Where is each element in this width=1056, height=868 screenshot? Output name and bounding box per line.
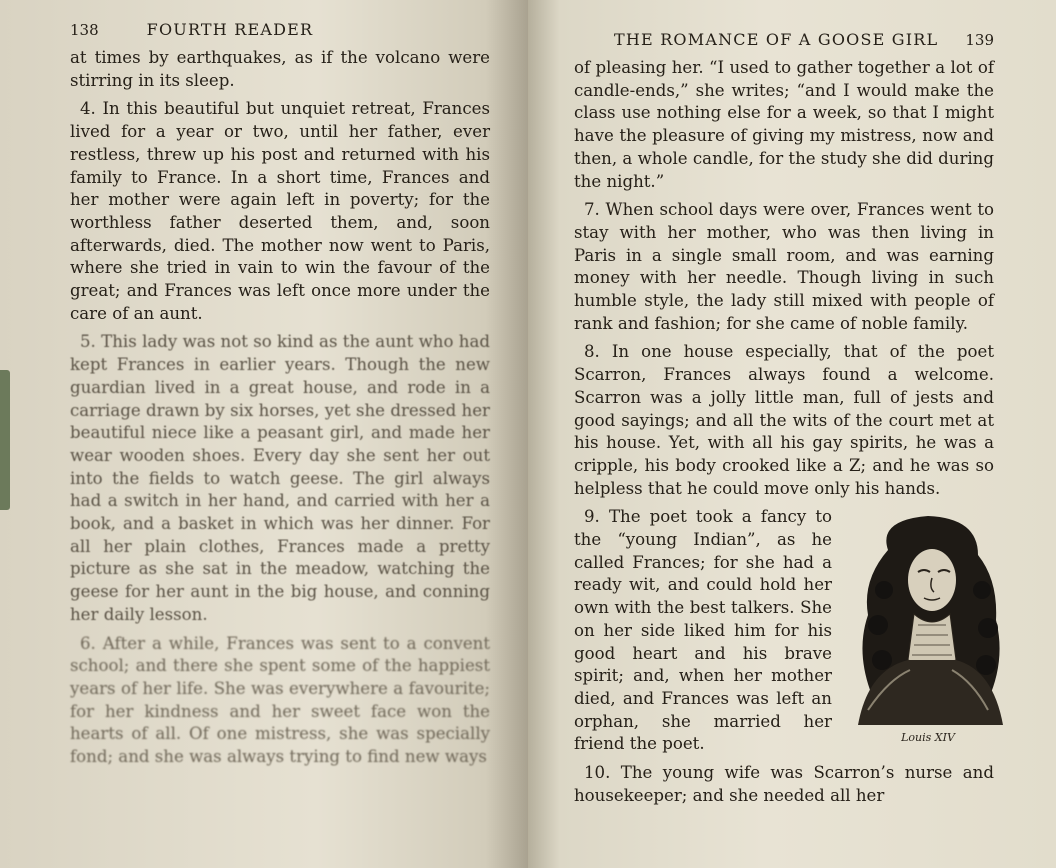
left-running-title: FOURTH READER [146,20,314,39]
right-running-title: THE ROMANCE OF A GOOSE GIRL [614,30,939,49]
portrait-engraving [848,510,1008,725]
left-paragraph-1: at times by earthquakes, as if the volcano were stirring in its sleep. [70,48,490,90]
left-running-head [70,20,490,39]
right-paragraph-1: of pleasing her. “I used to gather together a lot of candle-ends,” she writes; “and I would make the class use nothing else for a week, so that I might have the pleasure of giving my mistress, now and then, a whole candle, for the study she did during the night.” [574,58,994,191]
right-paragraph-2: 7. When school days were over, Frances went to stay with her mother, who was then living in Paris in a single small room, and was earning money with her needle. Though living in such humble style, the lady still mixed with people of rank and fashion; for she came of noble family. [574,200,994,333]
right-running-head [574,30,994,49]
right-paragraph-4: 9. The poet took a fancy to the “young Indian”, as he called Frances; for she had a ready wit, and could hold her own with the best talkers. She on her side liked him for his good heart and his brave spirit; and, when her mother died, and Frances was left an orphan, she married her friend the poet. [574,507,832,754]
left-page-number: 138 [70,21,99,39]
louis-xiv-portrait [844,510,1012,748]
portrait-caption: Louis XIV [901,731,955,745]
right-page-number: 139 [965,31,994,49]
right-paragraph-3: 8. In one house especially, that of the poet Scarron, Frances always found a welcome. Scarron was a jolly little man, full of jests and good sayings; and all the wits of the court met at his house. Yet, with all his gay spirits, he was a cripple, his body crooked like a Z; and he was so helpless that he could move only his hands. [574,342,994,498]
right-page [528,0,1056,868]
left-paragraph-2: 4. In this beautiful but unquiet retreat, Frances lived for a year or two, until her father, ever restless, threw up his post and returned with his family to France. In a short time, Frances and her mother were again left in poverty; for the worthless father deserted them, and, soon afterwards, died. The mother now went to Paris, where she tried in vain to win the favour of the great; and Frances was left once more under the care of an aunt. [70,99,490,323]
right-paragraph-5: 10. The young wife was Scarron’s nurse and housekeeper; and she needed all her [574,763,994,805]
bookmark-tab [0,370,10,510]
illustrated-section [574,506,994,807]
left-paragraph-3: 5. This lady was not so kind as the aunt who had kept Frances in earlier years. Though the new guardian lived in a great house, and rode in a carriage drawn by six horses, yet she dressed her beautiful niece like a peasant girl, and made her wear wooden shoes. Every day she sent her out into the fields to watch geese. The girl always had a switch in her hand, and carried with her a book, and a basket in which was her dinner. For all her plain clothes, Frances made a pretty picture as she sat in the meadow, watching the geese for her aunt in the big house, and conning her daily lesson. [70,332,490,624]
left-paragraph-4: 6. After a while, Frances was sent to a convent school; and there she spent some of the happiest years of her life. She was everywhere a favourite; for her kindness and her sweet face won the hearts of all. Of one mistress, she was specially fond; and she was always trying to find new ways [70,633,490,767]
